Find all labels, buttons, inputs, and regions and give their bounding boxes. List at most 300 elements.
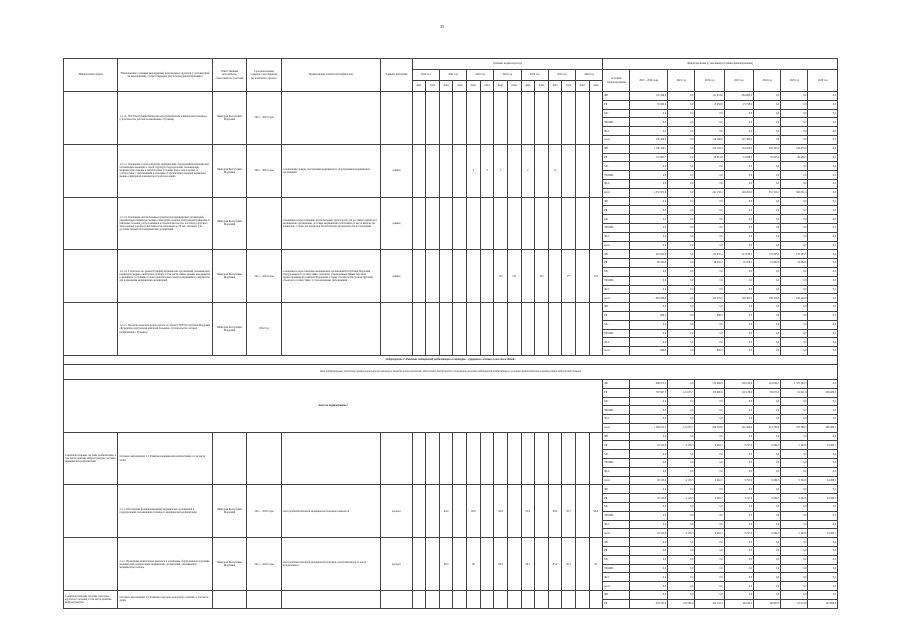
cell-task bbox=[64, 250, 118, 303]
fin-source: МС bbox=[603, 320, 630, 329]
fin-value: 0,0 bbox=[754, 503, 781, 512]
header-year: 2024 год bbox=[521, 70, 548, 81]
fin-value: 0,0 bbox=[630, 329, 668, 338]
program-table bbox=[63, 58, 838, 609]
fin-value: 0,0 bbox=[808, 303, 838, 312]
fin-value: 0,0 bbox=[695, 303, 724, 312]
fin-value: 0,0 bbox=[781, 450, 808, 459]
fin-value: 0,0 bbox=[630, 118, 668, 127]
fin-value: 0,0 bbox=[808, 459, 838, 468]
fin-value: 0,0 bbox=[724, 415, 753, 424]
cell-unit: процент bbox=[381, 485, 412, 538]
cell-indicator-value: 91 bbox=[589, 538, 603, 591]
fin-source: РБ bbox=[603, 206, 630, 215]
fin-source: ТФОМС bbox=[603, 171, 630, 180]
header-year: 2023 год bbox=[494, 70, 521, 81]
header-indicator-name: Наименование показателя (индикатора) bbox=[281, 59, 380, 92]
header-plan: план bbox=[562, 81, 576, 92]
fin-value: 4 138,3 bbox=[668, 494, 695, 503]
empty-cell bbox=[480, 591, 494, 609]
fin-value: 0,0 bbox=[781, 285, 808, 294]
cell-indicator-value bbox=[412, 92, 426, 145]
fin-source: всего bbox=[603, 241, 630, 250]
cell-unit bbox=[381, 432, 412, 485]
fin-source: ФСС bbox=[603, 232, 630, 241]
fin-value: 0,0 bbox=[695, 547, 724, 556]
fin-value: 0,0 bbox=[808, 591, 838, 600]
fin-value: 696,3 bbox=[695, 347, 724, 356]
cell-indicator-value bbox=[494, 432, 508, 485]
cell-indicator-value: 94,9 bbox=[467, 485, 481, 538]
fin-source: ФБ bbox=[603, 250, 630, 259]
empty-cell bbox=[575, 591, 589, 609]
fin-value: 198 428,8 bbox=[754, 294, 781, 303]
fin-value: 213 766,4 bbox=[754, 423, 781, 432]
fin-value: 0,0 bbox=[668, 197, 695, 206]
cell-indicator-value bbox=[575, 303, 589, 356]
fin-value: 0,0 bbox=[668, 347, 695, 356]
fin-value: 0,0 bbox=[695, 320, 724, 329]
fin-value: 0,0 bbox=[781, 329, 808, 338]
header-source: источник финансирования bbox=[603, 70, 630, 92]
fin-value: 6 289,5 bbox=[754, 476, 781, 485]
header-fact: факт bbox=[467, 81, 481, 92]
fin-value: 0,0 bbox=[781, 591, 808, 600]
fin-value: 0,0 bbox=[668, 459, 695, 468]
fin-value: 6 289,5 bbox=[754, 529, 781, 538]
cell-term: 2022 год bbox=[247, 303, 282, 356]
cell-indicator-value bbox=[453, 538, 467, 591]
fin-value: 0,0 bbox=[724, 267, 753, 276]
cell-indicator-value bbox=[507, 485, 521, 538]
fin-value: 0,0 bbox=[724, 303, 753, 312]
fin-value: 0,0 bbox=[668, 432, 695, 441]
fin-value: 0,0 bbox=[754, 564, 781, 573]
fin-value: 0,0 bbox=[668, 118, 695, 127]
fin-value: 6 289,5 bbox=[754, 494, 781, 503]
cell-responsible: Минздрав Республики Мордовия bbox=[212, 144, 247, 197]
header-fact: факт bbox=[439, 81, 453, 92]
cell-unit: единиц bbox=[381, 197, 412, 250]
fin-source: МС bbox=[603, 267, 630, 276]
fin-value: 0,0 bbox=[724, 511, 753, 520]
fin-value: 35 655,6 bbox=[754, 153, 781, 162]
cell-task bbox=[64, 538, 118, 591]
fin-value: 0,0 bbox=[695, 538, 724, 547]
fin-value: 0,0 bbox=[754, 127, 781, 136]
fin-value: 0,0 bbox=[754, 267, 781, 276]
cell-indicator bbox=[281, 303, 380, 356]
cell-indicator: оснащение и переоснащение медицинских организаций Республики Мордовия оборудованием в соответствии с перечнем, утвержденным Министерством здравоохранения Российской Федерации, а также строительство (реконструкция) объектов в соответствии с установленными требованиями bbox=[281, 250, 380, 303]
fin-source: ТФОМС bbox=[603, 459, 630, 468]
fin-value: 0,0 bbox=[695, 179, 724, 188]
fin-value: 0,0 bbox=[754, 520, 781, 529]
cell-indicator: охват реабилитационной медицинской помощью пациентов bbox=[281, 485, 380, 538]
fin-value: 0,0 bbox=[695, 285, 724, 294]
fin-value: 49 466,5 bbox=[781, 153, 808, 162]
cell-indicator-value: 95,7 bbox=[562, 485, 576, 538]
cell-term: 2021 – 2026 годы bbox=[247, 538, 282, 591]
fin-value: 0,0 bbox=[668, 485, 695, 494]
fin-value: 0,0 bbox=[781, 127, 808, 136]
fin-value: 118 094,7 bbox=[754, 379, 781, 388]
fin-source: ФБ bbox=[603, 303, 630, 312]
fin-value: 0,0 bbox=[808, 467, 838, 476]
fin-value: 0,0 bbox=[808, 109, 838, 118]
fin-value: 6 289,5 bbox=[754, 441, 781, 450]
fin-value: 0,0 bbox=[668, 223, 695, 232]
fin-value: 0,0 bbox=[808, 153, 838, 162]
cell-indicator-value bbox=[480, 197, 494, 250]
fin-value: 0,0 bbox=[695, 127, 724, 136]
cell-indicator-value: 143 bbox=[494, 250, 508, 303]
fin-value: 0,0 bbox=[724, 127, 753, 136]
fin-value: 178 285,5 bbox=[754, 250, 781, 259]
fin-value: 0,0 bbox=[630, 171, 668, 180]
fin-value: 0,0 bbox=[724, 206, 753, 215]
fin-source: ТФОМС bbox=[603, 329, 630, 338]
fin-value: 0,0 bbox=[695, 397, 724, 406]
fin-value: 696,3 bbox=[630, 311, 668, 320]
fin-value: 0,0 bbox=[630, 582, 668, 591]
fin-source: РБ bbox=[603, 259, 630, 268]
fin-value: 0,0 bbox=[668, 591, 695, 600]
fin-value: 0,0 bbox=[754, 223, 781, 232]
fin-source: РБ bbox=[603, 153, 630, 162]
fin-value: 16 450,2 bbox=[695, 259, 724, 268]
fin-value: 0,0 bbox=[695, 520, 724, 529]
cell-indicator-value bbox=[494, 303, 508, 356]
fin-source: ФБ bbox=[603, 591, 630, 600]
fin-value: 242 384,9 bbox=[724, 423, 753, 432]
fin-value: 0,0 bbox=[630, 459, 668, 468]
fin-value: 0,0 bbox=[724, 547, 753, 556]
fin-source: всего bbox=[603, 294, 630, 303]
subprogram-goal: Цель подпрограммы: увеличение продолжительности активного периода жизни населения; обеспечение доступности и повышение качества медицинской реабилитации в условиях предоставления основных видов медицинской помощи bbox=[64, 364, 838, 379]
fin-value: 0,0 bbox=[630, 573, 668, 582]
cell-indicator-value bbox=[589, 144, 603, 197]
fin-value: 0,0 bbox=[695, 555, 724, 564]
fin-value: 0,0 bbox=[724, 459, 753, 468]
fin-value: 0,0 bbox=[630, 555, 668, 564]
fin-source: РБ bbox=[603, 311, 630, 320]
fin-value: 15 958,0 bbox=[695, 100, 724, 109]
fin-value: 0,0 bbox=[630, 320, 668, 329]
cell-indicator-value bbox=[521, 197, 535, 250]
fin-value: 60 345,0 bbox=[630, 259, 668, 268]
fin-value: 0,0 bbox=[630, 162, 668, 171]
cell-indicator-value bbox=[480, 432, 494, 485]
cell-indicator-value bbox=[562, 144, 576, 197]
fin-value: 0,0 bbox=[808, 573, 838, 582]
empty-cell bbox=[562, 591, 576, 609]
cell-indicator-value bbox=[426, 144, 440, 197]
fin-value: 0,0 bbox=[724, 197, 753, 206]
fin-value: 0,0 bbox=[781, 485, 808, 494]
fin-value: 23 758,0 bbox=[724, 100, 753, 109]
fin-value: 0,0 bbox=[754, 311, 781, 320]
empty-cell bbox=[535, 591, 549, 609]
cell-responsible: Минздрав Республики Мордовия bbox=[212, 303, 247, 356]
fin-value: 0,0 bbox=[630, 197, 668, 206]
fin-value: 0,0 bbox=[781, 415, 808, 424]
fin-source: МС bbox=[603, 215, 630, 224]
cell-indicator-value bbox=[535, 303, 549, 356]
empty-cell bbox=[281, 591, 380, 609]
cell-indicator-value bbox=[562, 432, 576, 485]
header-measures: Наименование основных мероприятий, региональных проектов (с детализацией на мероприятия), соответствующих результатам (финансированию) bbox=[118, 59, 212, 92]
fin-value: 4 062,7 bbox=[695, 529, 724, 538]
fin-value: 0,0 bbox=[668, 153, 695, 162]
fin-source: ФСС bbox=[603, 338, 630, 347]
fin-value: 0,0 bbox=[724, 591, 753, 600]
cell-measure: 2.1.1. Обеспечение функционирования медицинских организаций и подразделений, оказывающих помощь по медицинской реабилитации bbox=[118, 485, 212, 538]
fin-value: 0,0 bbox=[781, 267, 808, 276]
cell-responsible: Минздрав Республики Мордовия bbox=[212, 250, 247, 303]
fin-value: 0,0 bbox=[724, 467, 753, 476]
cell-indicator-value bbox=[575, 144, 589, 197]
fin-source: ФСС bbox=[603, 573, 630, 582]
fin-value: 0,0 bbox=[695, 118, 724, 127]
empty-cell bbox=[412, 591, 426, 609]
fin-value: 0,0 bbox=[695, 582, 724, 591]
fin-value: 0,0 bbox=[754, 171, 781, 180]
fin-value: 0,0 bbox=[781, 206, 808, 215]
fin-value: 121 055,7 bbox=[668, 423, 695, 432]
fin-value: 0,0 bbox=[808, 250, 838, 259]
fin-value: 0,0 bbox=[630, 591, 668, 600]
fin-value: 0,0 bbox=[808, 276, 838, 285]
fin-value: 0,0 bbox=[754, 485, 781, 494]
fin-value: 0,0 bbox=[724, 329, 753, 338]
cell-responsible: Минздрав Республики Мордовия bbox=[212, 485, 247, 538]
fin-value: 0,0 bbox=[630, 467, 668, 476]
cell-indicator-value bbox=[507, 92, 521, 145]
fin-value: 0,0 bbox=[724, 241, 753, 250]
fin-value: 0,0 bbox=[781, 347, 808, 356]
fin-value: 0,0 bbox=[724, 215, 753, 224]
cell-indicator-value bbox=[562, 303, 576, 356]
cell-term bbox=[247, 432, 282, 485]
cell-unit bbox=[381, 303, 412, 356]
fin-source: ФБ bbox=[603, 144, 630, 153]
fin-value: 0,0 bbox=[781, 397, 808, 406]
fin-value: 0,0 bbox=[695, 573, 724, 582]
fin-value: 0,0 bbox=[781, 338, 808, 347]
cell-indicator-value: 155 bbox=[535, 250, 549, 303]
cell-indicator-value bbox=[535, 144, 549, 197]
fin-value: 121 055,7 bbox=[668, 388, 695, 397]
fin-value: 0,0 bbox=[695, 241, 724, 250]
fin-value: 0,0 bbox=[668, 320, 695, 329]
cell-indicator-value bbox=[507, 432, 521, 485]
cell-indicator-value: 95,9 bbox=[521, 485, 535, 538]
fin-value: 0,0 bbox=[668, 171, 695, 180]
fin-value: 0,0 bbox=[630, 285, 668, 294]
fin-value: 0,0 bbox=[754, 303, 781, 312]
fin-value: 0,0 bbox=[808, 432, 838, 441]
fin-value: 24 496,1 bbox=[808, 441, 838, 450]
fin-value: 0,0 bbox=[808, 127, 838, 136]
cell-indicator-value bbox=[589, 303, 603, 356]
table-row bbox=[64, 591, 838, 600]
cell-indicator-value bbox=[507, 538, 521, 591]
fin-value: 1 351 972,8 bbox=[630, 188, 668, 197]
cell-indicator-value bbox=[480, 250, 494, 303]
fin-value: 0,0 bbox=[668, 100, 695, 109]
cell-indicator-value: 3 bbox=[467, 144, 481, 197]
fin-value: 0,0 bbox=[808, 520, 838, 529]
cell-indicator-value bbox=[412, 538, 426, 591]
fin-value: 0,0 bbox=[754, 573, 781, 582]
cell-unit: единиц bbox=[381, 144, 412, 197]
fin-value: 0,0 bbox=[630, 215, 668, 224]
fin-value: 0,0 bbox=[754, 329, 781, 338]
cell-indicator-value bbox=[439, 303, 453, 356]
fin-value: 0,0 bbox=[695, 329, 724, 338]
fin-value: 0,0 bbox=[781, 100, 808, 109]
cell-indicator-value bbox=[467, 92, 481, 145]
cell-responsible bbox=[212, 432, 247, 485]
header-plan: план bbox=[453, 81, 467, 92]
cell-indicator-value bbox=[589, 432, 603, 485]
fin-value: 696,3 bbox=[695, 311, 724, 320]
fin-source: ТФОМС bbox=[603, 511, 630, 520]
cell-indicator-value bbox=[548, 432, 562, 485]
cell-indicator: охват реабилитационной медицинской помощью детей-инвалидов от числа нуждающихся bbox=[281, 538, 380, 591]
fin-value: 5 302,6 bbox=[781, 494, 808, 503]
cell-indicator-value: 90 bbox=[467, 538, 481, 591]
cell-indicator-value bbox=[494, 92, 508, 145]
cell-term: 2021 – 2026 годы bbox=[247, 485, 282, 538]
fin-value: 0,0 bbox=[668, 538, 695, 547]
fin-value: 0,0 bbox=[781, 92, 808, 101]
cell-term bbox=[247, 197, 282, 250]
table-row bbox=[64, 92, 838, 101]
fin-value: 0,0 bbox=[668, 564, 695, 573]
cell-indicator-value bbox=[521, 303, 535, 356]
fin-value: 198 428,8 bbox=[781, 294, 808, 303]
cell-indicator-value bbox=[480, 92, 494, 145]
fin-value: 534 476,9 bbox=[781, 144, 808, 153]
empty-cell bbox=[247, 591, 282, 609]
fin-value: 0,0 bbox=[808, 285, 838, 294]
fin-value: 0,0 bbox=[754, 241, 781, 250]
header-plan: план bbox=[507, 81, 521, 92]
fin-value: 111 053,0 bbox=[695, 92, 724, 101]
fin-value: 0,0 bbox=[808, 347, 838, 356]
fin-value: 0,0 bbox=[808, 294, 838, 303]
fin-value: 0,0 bbox=[754, 555, 781, 564]
fin-source: РБ bbox=[603, 100, 630, 109]
fin-value: 0,0 bbox=[808, 406, 838, 415]
fin-value: 0,0 bbox=[668, 338, 695, 347]
cell-indicator-value bbox=[562, 92, 576, 145]
fin-value: 0,0 bbox=[808, 503, 838, 512]
cell-measure: Основное мероприятие 2.1 Развитие медицинской реабилитации, в том числе детям bbox=[118, 432, 212, 485]
fin-value: 0,0 bbox=[724, 171, 753, 180]
fin-value: 0,0 bbox=[695, 503, 724, 512]
header-year: 2025 год bbox=[548, 70, 575, 81]
cell-unit: процент bbox=[381, 538, 412, 591]
fin-value: 5 302,6 bbox=[781, 441, 808, 450]
table-row bbox=[64, 250, 838, 259]
fin-value: 120 139,0 bbox=[724, 388, 753, 397]
cell-measure: 1.2.1.5. Проектно-изыскательские работы по объекту ГБУЗ Республики Мордовия «Рузаевская центральная районная больница» (строительство детской поликлиники г. Рузаевка) bbox=[118, 303, 212, 356]
cell-indicator-value bbox=[494, 197, 508, 250]
cell-indicator-value bbox=[426, 197, 440, 250]
fin-value: 0,0 bbox=[695, 432, 724, 441]
fin-value: 0,0 bbox=[630, 511, 668, 520]
fin-value: 590 061,4 bbox=[781, 188, 808, 197]
cell-indicator-value bbox=[575, 485, 589, 538]
fin-value: 0,0 bbox=[781, 118, 808, 127]
cell-measure: 1.2.1.3. Оснащение автомобильным транспортом медицинских организаций, оказывающих первичную медико-санитарную помощь, центральных районных и районных больниц, расположенных в сельской местности, поселках городского типа и малых городах (с численностью населения до 50 тыс. человек), для доставки пациентов в медицинские организации bbox=[118, 197, 212, 250]
cell-indicator-value bbox=[439, 92, 453, 145]
fin-value: 5 302,6 bbox=[781, 529, 808, 538]
header-fact: факт bbox=[521, 81, 535, 92]
fin-value: 0,0 bbox=[754, 459, 781, 468]
header-responsible: Ответственный исполнитель, соисполнитель, участник bbox=[212, 59, 247, 92]
fin-value: 0,0 bbox=[668, 503, 695, 512]
fin-value: 643 781,9 bbox=[630, 599, 668, 608]
fin-value: 227 380,0 bbox=[724, 135, 753, 144]
fin-value: 0,0 bbox=[808, 171, 838, 180]
fin-value: 4 138,3 bbox=[668, 476, 695, 485]
header-year: 2020 год bbox=[412, 70, 439, 81]
empty-cell bbox=[507, 591, 521, 609]
fin-value: 0,0 bbox=[724, 582, 753, 591]
fin-value: 4 062,7 bbox=[695, 476, 724, 485]
fin-value: 0,0 bbox=[754, 547, 781, 556]
fin-value: 0,0 bbox=[754, 511, 781, 520]
cell-indicator-value: 94,0 bbox=[439, 485, 453, 538]
cell-indicator-value bbox=[535, 197, 549, 250]
fin-value: 43 135,6 bbox=[630, 476, 668, 485]
fin-value: 3 797,6 bbox=[724, 529, 753, 538]
fin-value: 0,0 bbox=[668, 397, 695, 406]
fin-value: 0,0 bbox=[754, 135, 781, 144]
fin-value: 0,0 bbox=[724, 397, 753, 406]
fin-value: 0,0 bbox=[808, 162, 838, 171]
fin-value: 0,0 bbox=[695, 215, 724, 224]
header-plan: план bbox=[535, 81, 549, 92]
fin-value: 0,0 bbox=[781, 547, 808, 556]
fin-value: 0,0 bbox=[754, 92, 781, 101]
fin-value: 0,0 bbox=[630, 223, 668, 232]
fin-value: 159 990,0 bbox=[695, 388, 724, 397]
subprogram-goal-row bbox=[64, 364, 838, 379]
cell-indicator-value bbox=[548, 197, 562, 250]
fin-source: МС bbox=[603, 162, 630, 171]
cell-indicator-value bbox=[412, 432, 426, 485]
fin-value: 0,0 bbox=[808, 564, 838, 573]
fin-source: МС bbox=[603, 450, 630, 459]
header-year: 2026 год bbox=[575, 70, 602, 81]
cell-indicator-value: 143 bbox=[507, 250, 521, 303]
fin-value: 14 958,0 bbox=[724, 153, 753, 162]
cell-indicator-value bbox=[548, 303, 562, 356]
cell-measure: 1.2.1.2. Оснащение и переоснащение медицинским оборудованием медицинских организаций, имеющих в своей структуре подразделения, оказывающие медицинскую помощь в амбулаторных условиях (взрослым и детям), в соответствии с требованиями положения об организации оказания первичной медико-санитарной помощи взрослому населению bbox=[118, 144, 212, 197]
fin-value: 0,0 bbox=[754, 232, 781, 241]
cell-task: Совершенствование системы санаторно-курортного лечения, в том числе развитие инфраструктуры bbox=[64, 591, 118, 609]
fin-value: 122 131,3 bbox=[695, 599, 724, 608]
fin-value: 4 062,7 bbox=[695, 494, 724, 503]
cell-task bbox=[64, 197, 118, 250]
cell-indicator-value bbox=[507, 144, 521, 197]
fin-value: 0,0 bbox=[630, 547, 668, 556]
cell-indicator-value: 255 bbox=[589, 250, 603, 303]
